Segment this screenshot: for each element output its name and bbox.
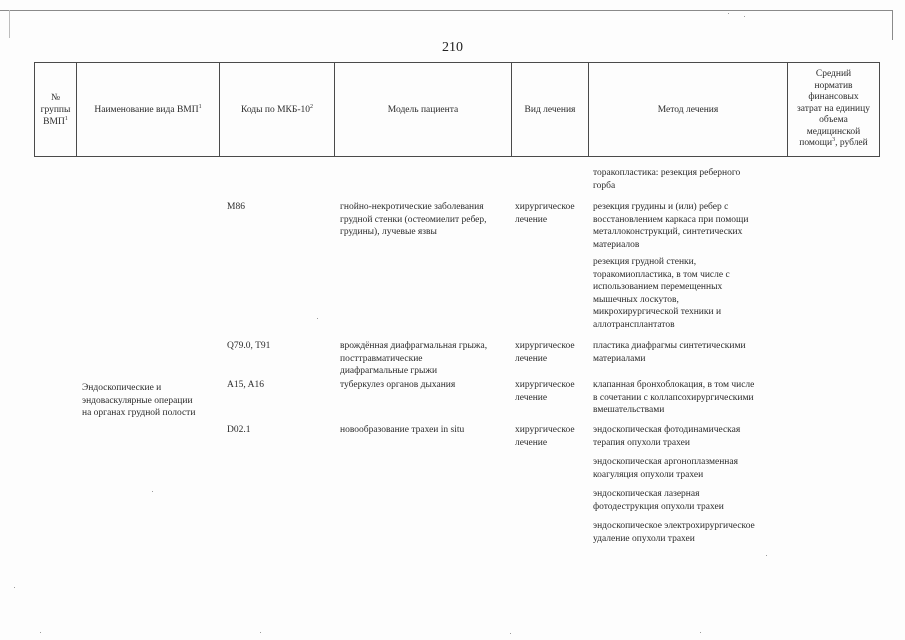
scan-speck xyxy=(700,632,701,633)
method-cell: торакопластика: резекция реберного горба xyxy=(593,168,741,191)
scan-frame-top xyxy=(0,10,893,11)
header-vmp-name: Наименование вида ВМП$^1$ xyxy=(94,103,202,115)
scan-speck xyxy=(14,587,15,588)
patient-model-cell: гнойно-некротические заболевания грудной стенки (остеомиелит ребер, грудины), лучевые язвы xyxy=(340,202,487,237)
treatment-type-cell: хирургическое лечение xyxy=(515,380,575,403)
treatment-type-cell: хирургическое лечение xyxy=(515,425,575,448)
header-patient-model: Модель пациента xyxy=(387,104,459,115)
scan-speck xyxy=(510,633,511,634)
header-bottom-border xyxy=(34,156,880,157)
treatment-type-cell: хирургическое лечение xyxy=(515,202,575,225)
header-group-number: № группы ВМП$^1$ xyxy=(40,92,71,127)
patient-model-cell: врождённая диафрагмальная грыжа, посттравматические диафрагмальные грыжи xyxy=(340,341,488,376)
header-cost-norm: Средний норматив финансовых затрат на единицу объема медицинской помощи$^3$, рублей xyxy=(797,69,870,149)
scan-speck xyxy=(744,16,745,17)
scan-speck xyxy=(317,318,318,319)
scan-speck xyxy=(728,13,729,14)
scan-frame-right xyxy=(892,10,893,40)
scan-speck xyxy=(766,555,767,556)
scan-speck xyxy=(152,491,153,492)
treatment-type-cell: хирургическое лечение xyxy=(515,341,575,364)
patient-model-cell: новообразование трахеи in situ xyxy=(340,425,465,435)
method-cell: эндоскопическое электрохирургическое удаление опухоли трахеи xyxy=(593,521,755,544)
scan-speck xyxy=(260,632,261,633)
method-cell: эндоскопическая аргоноплазменная коагуляция опухоли трахеи xyxy=(593,457,738,480)
icd-code-cell: D02.1 xyxy=(227,425,251,435)
method-cell: пластика диафрагмы синтетическими материалами xyxy=(593,341,746,364)
icd-code-cell: M86 xyxy=(227,202,245,212)
scan-speck xyxy=(40,632,41,633)
method-cell: эндоскопическая лазерная фотодеструкция опухоли трахеи xyxy=(593,489,724,512)
header-icd-codes: Коды по МКБ-$10^2$ xyxy=(240,103,314,115)
method-cell: резекция грудной стенки, торакомиопластика, в том числе с использованием перемещенных мышечных лоскутов, микрохирургической техники и аллотрансплантатов xyxy=(593,257,730,330)
icd-code-cell: A15, A16 xyxy=(227,380,264,390)
scan-frame-left xyxy=(9,10,10,38)
header-divider xyxy=(879,62,880,157)
page-number: 210 xyxy=(442,40,463,55)
header-treatment-type: Вид лечения xyxy=(524,104,576,115)
vmp-name-cell: Эндоскопические и эндоваскулярные операции на органах грудной полости xyxy=(82,383,196,418)
method-cell: резекция грудины и (или) ребер с восстановлением каркаса при помощи металлоконструкций, синтетических материалов xyxy=(593,202,749,250)
header-treatment-method: Метод лечения xyxy=(657,104,719,115)
icd-code-cell: Q79.0, T91 xyxy=(227,341,271,351)
method-cell: клапанная бронхоблокация, в том числе в сочетании с коллапсохирургическими вмешательствами xyxy=(593,380,755,415)
method-cell: эндоскопическая фотодинамическая терапия опухоли трахеи xyxy=(593,425,741,448)
patient-model-cell: туберкулез органов дыхания xyxy=(340,380,456,390)
